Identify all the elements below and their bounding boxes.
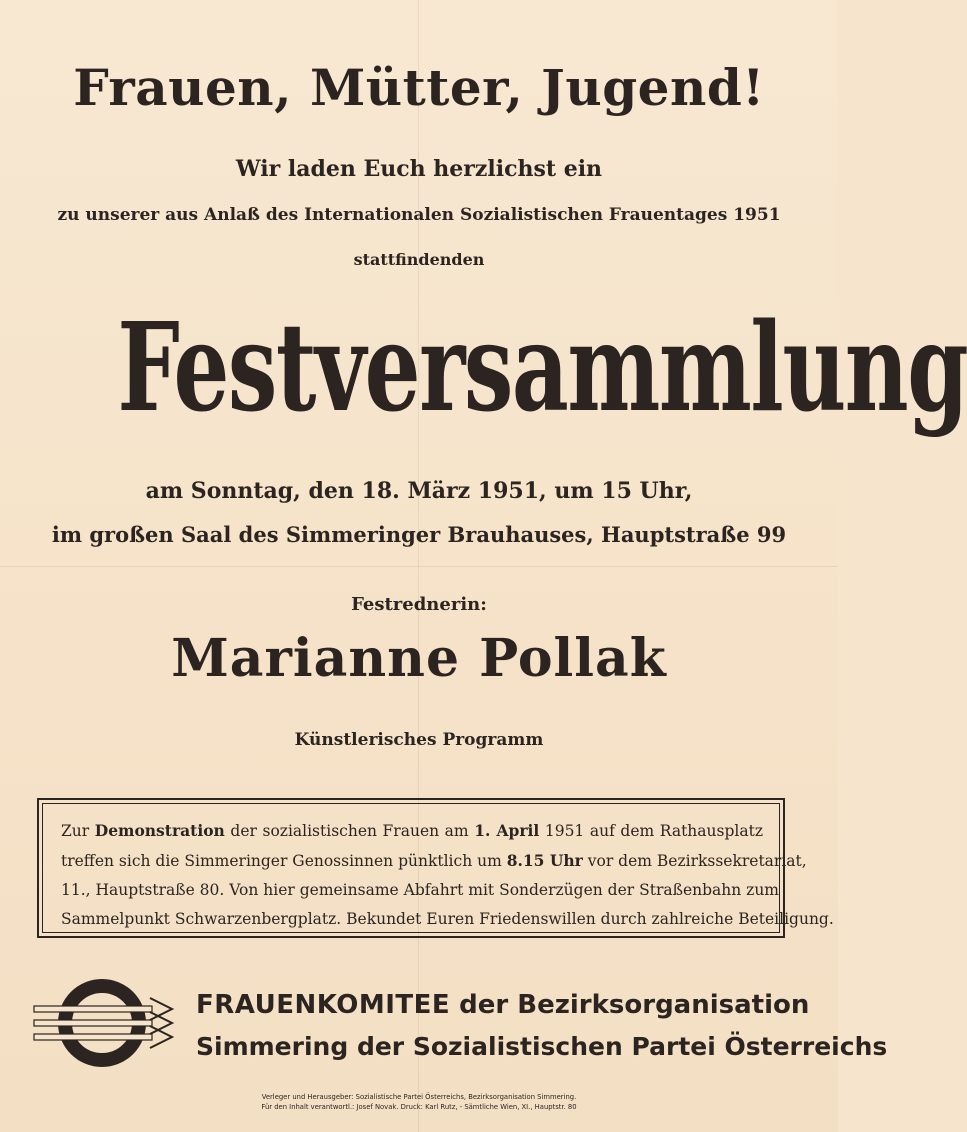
org-line-2 [196,1032,887,1061]
stattfindenden-line: stattfindenden [353,250,485,269]
invite-line: Wir laden Euch herzlichst ein [235,156,603,182]
notice-text-part: treffen sich die Simmeringer Genossinnen pünktlich um [61,852,507,870]
notice-text-part: der sozialistischen Frauen am [224,822,475,840]
program-line: Künstlerisches Programm [294,730,544,750]
notice-text-part: 1951 auf dem Rathausplatz [539,822,763,840]
org-connector: der [348,1032,413,1061]
speaker-label: Festrednerin: [351,594,487,615]
notice-line-1 [61,816,763,846]
org-line-1 [196,990,809,1020]
org-district: Simmering [196,1032,349,1061]
org-party-name: Sozialistischen Partei Österreichs [412,1032,888,1061]
fold-line-horizontal [0,566,838,567]
notice-text [61,816,834,934]
event-title: Festversammlung [117,295,967,439]
notice-text-part: vor dem Bezirkssekretariat, [582,852,807,870]
three-arrows-circle-logo [34,978,180,1068]
notice-text-part: Zur [61,822,95,840]
notice-line-4: Sammelpunkt Schwarzenbergplatz. Bekundet Euren Friedenswillen durch zahlreiche Beteiligung. [61,910,834,928]
org-committee-name: FRAUENKOMITEE [196,990,451,1020]
notice-line-2 [61,846,807,876]
headline: Frauen, Mütter, Jugend! [73,58,765,117]
occasion-line: zu unserer aus Anlaß des Internationalen Sozialistischen Frauentages 1951 [57,205,781,225]
notice-emphasis-time: 8.15 Uhr [506,851,583,870]
speaker-name: Marianne Pollak [171,628,667,689]
notice-emphasis-demonstration: Demonstration [94,821,225,840]
imprint-line-1: Verleger und Herausgeber: Sozialistische Partei Österreichs, Bezirksorganisation Simmering. [261,1093,577,1101]
notice-line-3: 11., Hauptstraße 80. Von hier gemeinsame Abfahrt mit Sonderzügen der Straßenbahn zum [61,881,780,899]
event-date: am Sonntag, den 18. März 1951, um 15 Uhr, [145,478,693,504]
event-venue: im großen Saal des Simmeringer Brauhauses, Hauptstraße 99 [51,522,787,547]
org-line-1-rest: der Bezirksorganisation [450,990,810,1020]
imprint-line-2: Für den Inhalt verantwortl.: Josef Novak. Druck: Karl Rutz, - Sämtliche Wien, XI., Hauptstr. 80 [261,1103,577,1111]
demonstration-notice-box [37,798,834,938]
notice-emphasis-date: 1. April [474,821,540,840]
